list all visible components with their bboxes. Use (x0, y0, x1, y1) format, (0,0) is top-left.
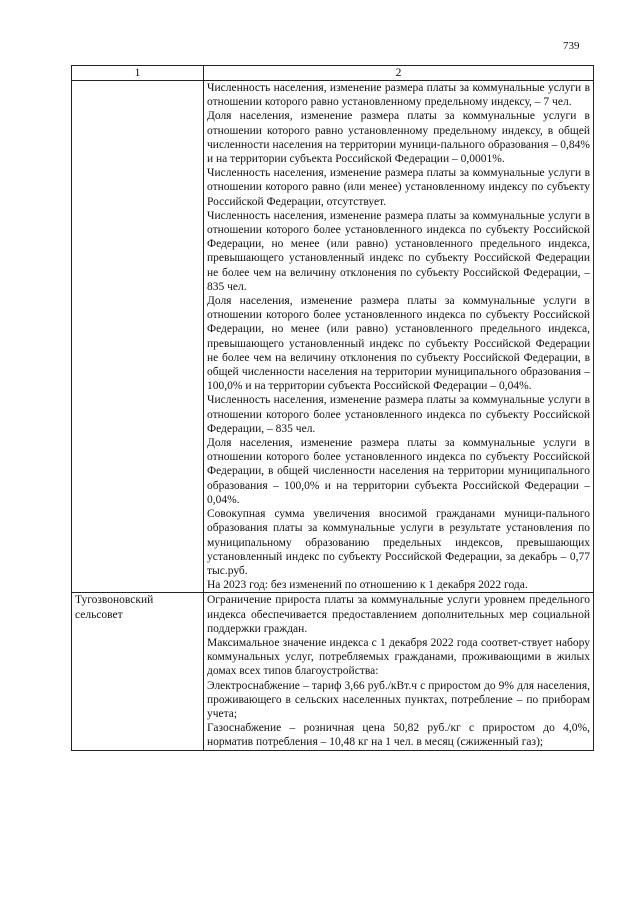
municipality-cell (72, 593, 204, 750)
paragraph: Доля населения, изменение размера платы за коммунальные услуги в отношении которого более установленного индекса по субъекту Российской Федерации, но менее (или равно) установленного предельного индекса, превышающего установленный индекс по субъекту Российской Федерации не более чем на величину отклонения по субъекту Российской Федерации, в общей численности населения на территории муниципального образования – 100,0% и на территории субъекта Российской Федерации – 0,04%. (207, 295, 590, 393)
description-cell (204, 593, 594, 750)
paragraph: Газоснабжение – розничная цена 50,82 руб./кг с приростом до 4,0%, норматив потребления – 10,48 кг на 1 чел. в месяц (сжиженный газ); (207, 722, 590, 749)
paragraph: Электроснабжение – тариф 3,66 руб./кВт.ч с приростом до 9% для населения, проживающего в сельских населенных пунктах, потребление – по приборам учета; (207, 679, 590, 720)
paragraph: Численность населения, изменение размера платы за коммунальные услуги в отношении которого равно (или менее) установленному индексу по субъекту Российской Федерации, отсутствует. (207, 167, 590, 208)
page-number: 739 (563, 40, 580, 52)
paragraph: Доля населения, изменение размера платы за коммунальные услуги в отношении которого более установленного индекса по субъекту Российской Федерации, в общей численности населения на территории муниципального образования – 100,0% и на территории субъекта Российской Федерации – 0,04%. (207, 437, 590, 506)
paragraph: Численность населения, изменение размера платы за коммунальные услуги в отношении которого более установленного индекса по субъекту Российской Федерации, но менее (или равно) установленного предельного индекса, превышающего установленный индекс по субъекту Российской Федерации не более чем на величину отклонения по субъекту Российской Федерации, – 835 чел. (207, 209, 590, 293)
column-header-2: 2 (204, 66, 594, 81)
paragraph: Доля населения, изменение размера платы за коммунальные услуги в отношении которого равно установленному предельному индексу, в общей численности населения на территории муници-пального образования – 0,84% и на территории субъекта Российской Федерации – 0,0001%. (207, 110, 590, 166)
paragraph: Численность населения, изменение размера платы за коммунальные услуги в отношении которого более установленного индекса по субъекту Российской Федерации, – 835 чел. (207, 394, 590, 435)
paragraph: Совокупная сумма увеличения вносимой гражданами муници-пального образования платы за коммунальные услуги в результате установления по муниципальному образованию предельных индексов, превышающих установленный индекс по субъекту Российской Федерации, за декабрь – 0,77 тыс.руб. (207, 508, 590, 577)
municipality-cell (72, 81, 204, 593)
table-header-row (72, 66, 594, 81)
table-row (72, 593, 594, 750)
paragraph: Ограничение прироста платы за коммунальные услуги уровнем предельного индекса обеспечивается предоставлением дополнительных мер социальной поддержки граждан. (207, 594, 590, 635)
paragraph: Численность населения, изменение размера платы за коммунальные услуги в отношении которого равно установленному предельному индексу, – 7 чел. (207, 82, 590, 109)
table-row (72, 81, 594, 593)
description-cell (204, 81, 594, 593)
municipality-name: Тугозвоновский сельсовет (75, 594, 154, 621)
document-table (71, 65, 594, 751)
paragraph: Максимальное значение индекса с 1 декабря 2022 года соответ-ствует набору коммунальных услуг, потребляемых гражданами, проживающими в жилых домах всех типов благоустройства: (207, 636, 590, 678)
column-header-1: 1 (72, 66, 204, 81)
paragraph: На 2023 год: без изменений по отношению к 1 декабря 2022 года. (207, 579, 528, 592)
